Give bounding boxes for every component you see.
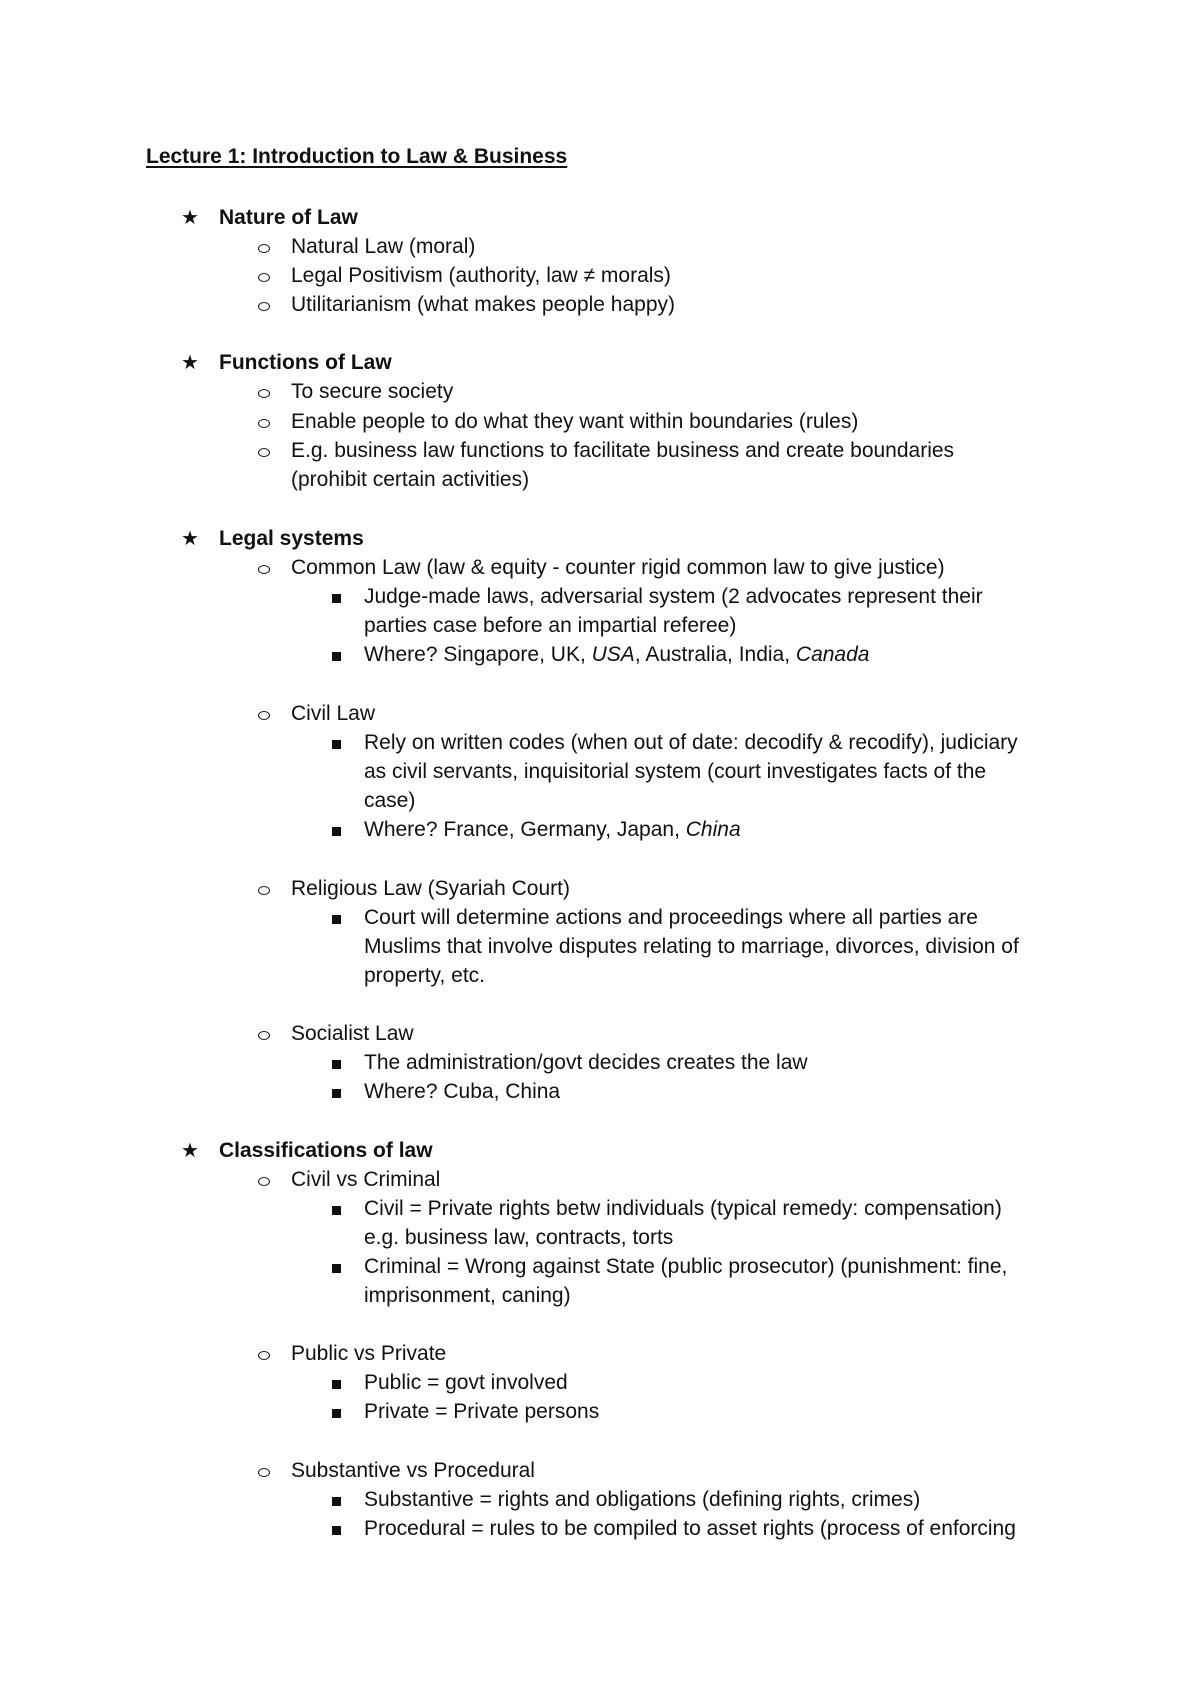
square-bullet-icon [332,1206,341,1215]
square-bullet-icon [332,1089,341,1098]
page-title: Lecture 1: Introduction to Law & Business [146,145,568,168]
square-bullet-icon [332,1409,341,1418]
star-bullet-icon: ★ [181,207,199,229]
list-item: Legal Positivism (authority, law ≠ morals) [291,264,671,287]
list-item: Substantive vs Procedural [291,1459,535,1482]
section-heading: Functions of Law [219,351,392,374]
square-bullet-icon [332,1264,341,1273]
sub-list-item: Civil = Private rights betw individuals (typical remedy: compensation) [364,1197,1002,1220]
list-item: E.g. business law functions to facilitate business and create boundaries [291,439,955,462]
sub-list-item-continuation: e.g. business law, contracts, torts [364,1226,674,1249]
sub-list-item: Procedural = rules to be compiled to asset rights (process of enforcing [364,1517,1016,1540]
sub-list-item: Public = govt involved [364,1371,568,1394]
list-item: Utilitarianism (what makes people happy) [291,293,675,316]
list-item: Enable people to do what they want within boundaries (rules) [291,410,859,433]
circle-bullet-icon [258,244,270,253]
circle-bullet-icon [258,565,270,574]
star-bullet-icon: ★ [181,352,199,374]
sub-list-item: The administration/govt decides creates the law [364,1051,808,1074]
sub-list-item-continuation: property, etc. [364,964,485,987]
sub-list-item-continuation: Muslims that involve disputes relating to marriage, divorces, division of [364,935,1019,958]
star-bullet-icon: ★ [181,1140,199,1162]
sub-list-item: Private = Private persons [364,1400,600,1423]
square-bullet-icon [332,1497,341,1506]
circle-bullet-icon [258,389,270,398]
list-item: Natural Law (moral) [291,235,476,258]
where-china: China [685,818,741,841]
list-item: Common Law (law & equity - counter rigid common law to give justice) [291,556,945,579]
sub-list-item: Criminal = Wrong against State (public prosecutor) (punishment: fine, [364,1255,1008,1278]
circle-bullet-icon [258,1177,270,1186]
circle-bullet-icon [258,1351,270,1360]
square-bullet-icon [332,827,341,836]
where-text: Where? France, Germany, Japan, [364,818,686,841]
circle-bullet-icon [258,419,270,428]
section-heading: Legal systems [219,527,364,550]
sub-list-item: Court will determine actions and proceedings where all parties are [364,906,978,929]
square-bullet-icon [332,740,341,749]
list-item: Public vs Private [291,1342,447,1365]
list-item: Socialist Law [291,1022,414,1045]
sub-list-item-continuation: case) [364,789,416,812]
section-heading: Nature of Law [219,206,358,229]
sub-list-item-continuation: parties case before an impartial referee) [364,614,737,637]
square-bullet-icon [332,652,341,661]
square-bullet-icon [332,594,341,603]
circle-bullet-icon [258,273,270,282]
where-text: Where? Singapore, UK, [364,643,592,666]
square-bullet-icon [332,1380,341,1389]
list-item: To secure society [291,380,454,403]
square-bullet-icon [332,1060,341,1069]
circle-bullet-icon [258,1468,270,1477]
sub-list-item: Where? Cuba, China [364,1080,561,1103]
circle-bullet-icon [258,886,270,895]
square-bullet-icon [332,915,341,924]
circle-bullet-icon [258,302,270,311]
star-bullet-icon: ★ [181,528,199,550]
sub-list-item [364,641,869,669]
list-item: Civil Law [291,702,376,725]
circle-bullet-icon [258,448,270,457]
sub-list-item: Judge-made laws, adversarial system (2 advocates represent their [364,585,983,608]
sub-list-item [364,816,741,844]
sub-list-item-continuation: as civil servants, inquisitorial system (court investigates facts of the [364,760,987,783]
list-item-continuation: (prohibit certain activities) [291,468,530,491]
where-usa: USA [591,643,635,666]
circle-bullet-icon [258,711,270,720]
sub-list-item: Rely on written codes (when out of date: decodify & recodify), judiciary [364,731,1018,754]
where-text: , Australia, India, [634,643,796,666]
sub-list-item-continuation: imprisonment, caning) [364,1284,571,1307]
square-bullet-icon [332,1526,341,1535]
where-canada: Canada [795,643,870,666]
circle-bullet-icon [258,1031,270,1040]
sub-list-item: Substantive = rights and obligations (defining rights, crimes) [364,1488,921,1511]
list-item: Religious Law (Syariah Court) [291,877,570,900]
list-item: Civil vs Criminal [291,1168,441,1191]
section-heading: Classifications of law [219,1139,433,1162]
